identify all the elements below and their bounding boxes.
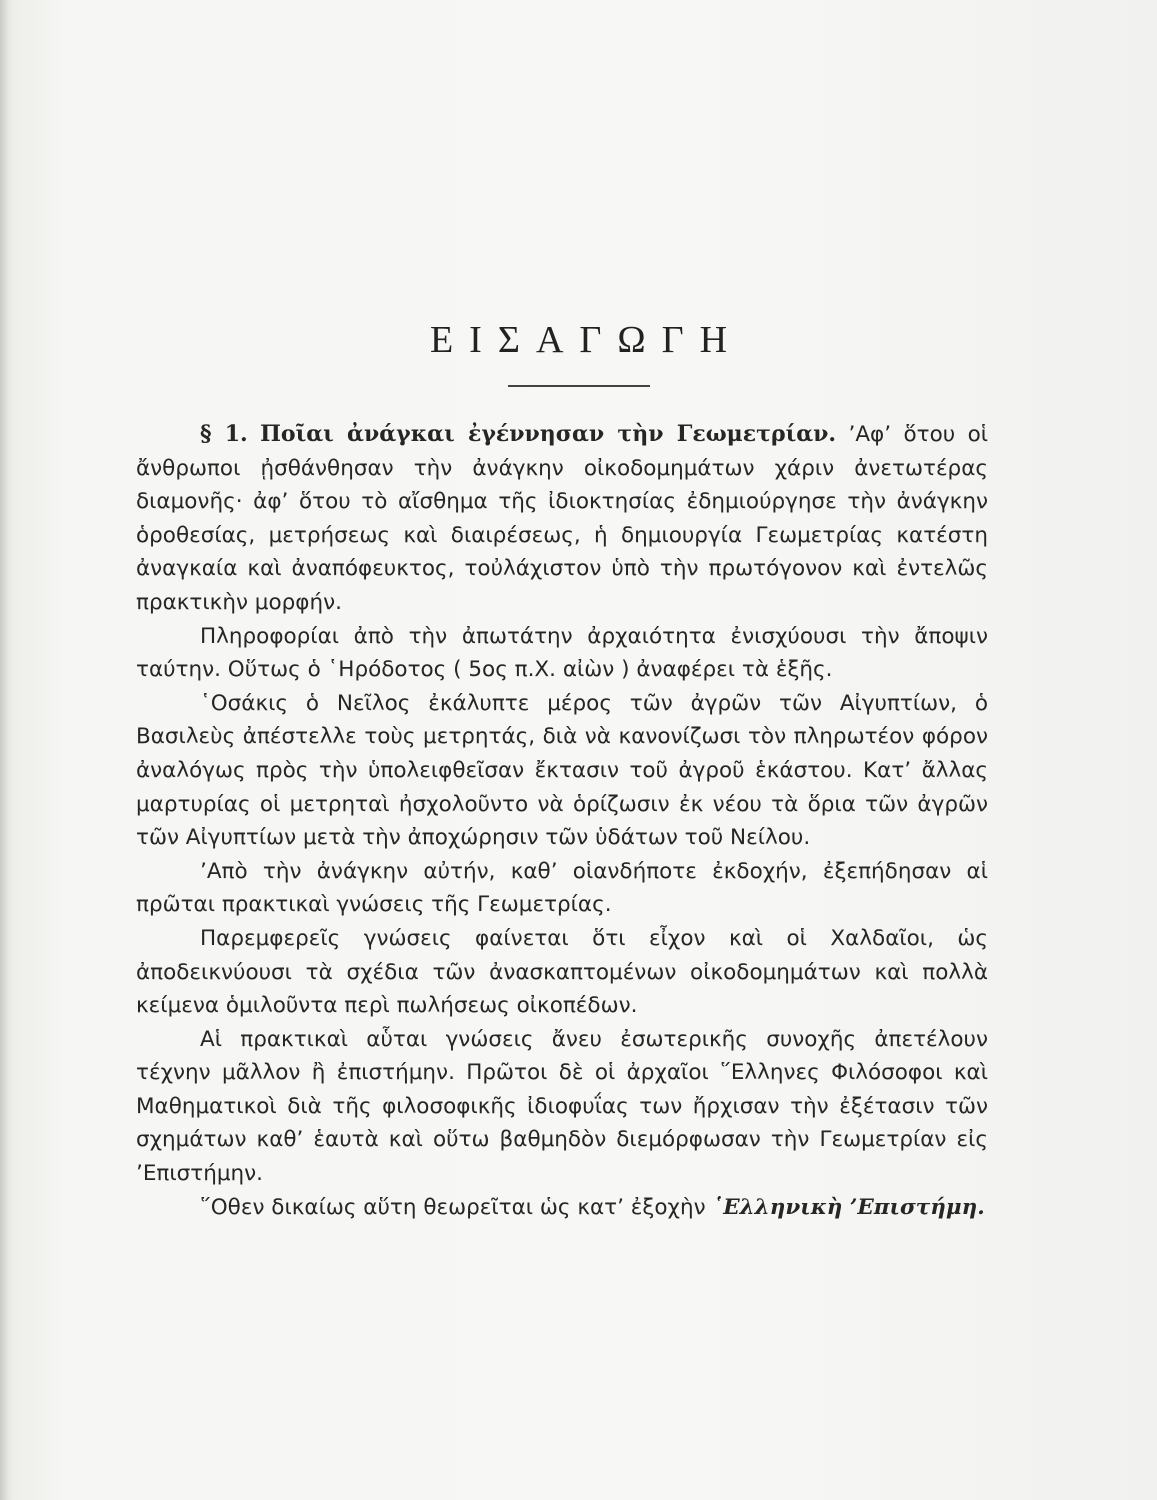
section-title: Ποῖαι ἀνάγκαι ἐγέννησαν τὴν Γεωμετρίαν.	[260, 421, 837, 447]
paragraph-5: Παρεμφερεῖς γνώσεις φαίνεται ὅτι εἶχον καὶ οἱ Χαλδαῖοι, ὡς ἀποδεικνύουσι τὰ σχέδια τῶν ἀνασκαπτομένων οἰκοδομημάτων καὶ πολλὰ κείμενα ὁμιλοῦντα περὶ πωλήσεως οἰκοπέδων.	[136, 925, 988, 1019]
closing-text: ῞Οθεν δικαίως αὕτη θεωρεῖται ὡς κατ’ ἐξοχὴν	[200, 1194, 706, 1220]
paragraph-2: Πληροφορίαι ἀπὸ τὴν ἀπωτάτην ἀρχαιότητα ἐνισχύουσι τὴν ἄποψιν ταύτην. Οὕτως ὁ ῾Ηρόδοτος ( 5ος π.Χ. αἰὼν ) ἀναφέρει τὰ ἑξῆς.	[136, 623, 988, 683]
paragraph-1	[136, 418, 988, 620]
page-edge-shadow	[0, 0, 14, 1500]
paragraph-text: ’Αφ’ ὅτου οἱ ἄνθρωποι ᾐσθάνθησαν τὴν ἀνάγκην οἰκοδομημάτων χάριν ἀνετωτέρας διαμονῆς· ἀφ’ ὅτου τὸ αἴσθημα τῆς ἰδιοκτησίας ἐδημιούργησε τὴν ἀνάγκην ὁροθεσίας, μετρήσεως καὶ διαιρέσεως, ἡ δημιουργία Γεωμετρίας κατέστη ἀναγκαία καὶ ἀναπόφευκτος, τοὐλάχιστον ὑπὸ τὴν πρωτόγονον καὶ ἐντελῶς πρακτικὴν μορφήν.	[136, 422, 988, 615]
paragraph-4: ’Απὸ τὴν ἀνάγκην αὐτήν, καθ’ οἱανδήποτε ἐκδοχήν, ἐξεπήδησαν αἱ πρῶται πρακτικαὶ γνώσεις τῆς Γεωμετρίας.	[136, 858, 988, 918]
paragraph-6: Αἱ πρακτικαὶ αὗται γνώσεις ἄνευ ἐσωτερικῆς συνοχῆς ἀπετέλουν τέχνην μᾶλλον ἢ ἐπιστήμην. Πρῶτοι δὲ οἱ ἀρχαῖοι ῞Ελληνες Φιλόσοφοι καὶ Μαθηματικοὶ διὰ τῆς φιλοσοφικῆς ἰδιοφυΐας των ἤρχισαν τὴν ἐξέτασιν τῶν σχημάτων καθ’ ἑαυτὰ καὶ οὕτω βαθμηδὸν διεμόρφωσαν τὴν Γεωμετρίαν εἰς ’Επιστήμην.	[136, 1026, 988, 1187]
paragraph-3: ῾Οσάκις ὁ Νεῖλος ἐκάλυπτε μέρος τῶν ἀγρῶν τῶν Αἰγυπτίων, ὁ Βασιλεὺς ἀπέστελλε τοὺς μετρητάς, διὰ νὰ κανονίζωσι τὸν πληρωτέον φόρον ἀναλόγως πρὸς τὴν ὑπολειφθεῖσαν ἔκτασιν τοῦ ἀγροῦ ἑκάστου. Κατ’ ἄλλας μαρτυρίας οἱ μετρηταὶ ἠσχολοῦντο νὰ ὁρίζωσιν ἐκ νέου τὰ ὅρια τῶν ἀγρῶν τῶν Αἰγυπτίων μετὰ τὴν ἀποχώρησιν τῶν ὑδάτων τοῦ Νείλου.	[136, 690, 988, 851]
body-text	[136, 418, 988, 1224]
section-number: § 1.	[200, 421, 248, 447]
closing-emphasis: ῾Ελληνικὴ ’Επιστήμη.	[712, 1194, 985, 1220]
heading-divider	[508, 385, 650, 387]
paragraph-closing	[136, 1191, 988, 1225]
chapter-heading: ΕΙΣΑΓΩΓΗ	[429, 319, 744, 361]
